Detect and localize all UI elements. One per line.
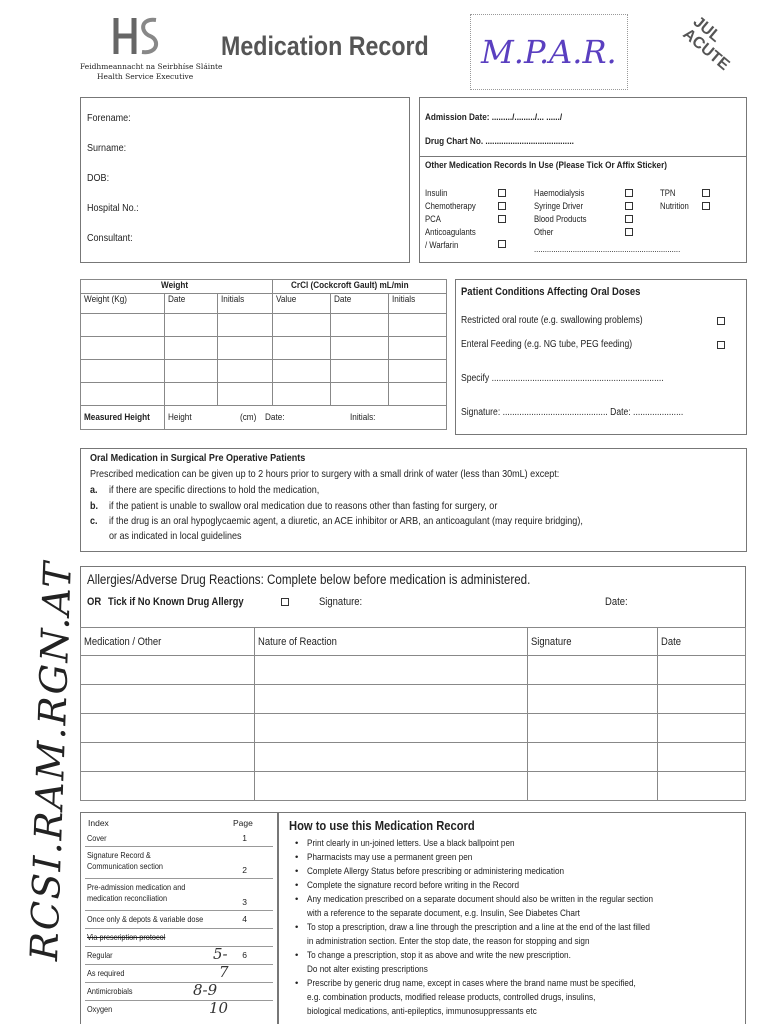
list-item: with a reference to the separate document, e.g. Insulin, See Diabetes Chart [307,908,580,919]
col-date: Date [658,628,746,656]
list-item[interactable]: As required 7 [85,965,273,983]
record-syringe-driver: Syringe Driver [534,201,584,211]
allergy-signature-field[interactable]: Signature: [319,596,363,608]
dob-field[interactable]: DOB: [87,172,110,184]
measured-height-label: Measured Height [81,406,165,430]
measured-height-row[interactable] [81,406,447,430]
table-row[interactable] [81,743,746,772]
list-item: • Print clearly in un-joined letters. Use a black ballpoint pen [295,837,709,851]
checkbox-syringe-driver[interactable] [625,202,633,210]
col-initials-2: Initials [389,294,447,314]
hse-logo-icon [110,14,165,58]
col-medication: Medication / Other [81,628,255,656]
cm-label: (cm) [239,412,256,423]
checkbox-enteral-feeding[interactable] [717,341,725,349]
record-chemotherapy: Chemotherapy [425,201,476,211]
record-insulin: Insulin [425,188,448,198]
list-item[interactable]: Antimicrobials 8-9 [85,983,273,1001]
col-signature: Signature [528,628,658,656]
list-item: e.g. combination products, modified release products, controlled drugs, insulins, [307,992,596,1003]
list-item: in administration section. Enter the stop date, the reason for stopping and sign [307,936,590,947]
admission-box [419,97,747,263]
table-row[interactable] [81,685,746,714]
record-anticoagulants: Anticoagulants [425,227,476,237]
preop-key-a: a. [90,484,98,496]
preop-last-line: or as indicated in local guidelines [109,530,242,542]
col-value: Value [272,294,330,314]
preop-title: Oral Medication in Surgical Pre Operative Patients [90,452,306,464]
handwritten-code: M.P.A.R. [481,33,617,71]
list-item: • Complete the signature record before writing in the Record [295,879,709,893]
list-item: biological medications, anti-epileptics, immunosuppressants etc [307,1006,537,1017]
checkbox-haemodialysis[interactable] [625,189,633,197]
allergy-table [80,627,746,801]
checkbox-no-known-allergy[interactable] [281,598,289,606]
record-other: Other [534,227,554,237]
hospital-no-field[interactable]: Hospital No.: [87,202,139,214]
record-pca: PCA [425,214,441,224]
enteral-feeding-label: Enteral Feeding (e.g. NG tube, PEG feeding) [461,339,633,350]
table-row[interactable] [81,383,447,406]
allergies-box [80,566,746,801]
handwritten-page-regular: 5- [213,945,228,963]
date-label: Date: [264,412,285,423]
record-tpn: TPN [660,188,676,198]
table-row[interactable] [81,360,447,383]
weight-header: Weight [81,280,273,294]
preop-intro: Prescribed medication can be given up to 2 hours prior to surgery with a small drink of water (less than 30mL) except: [90,468,560,480]
record-haemodialysis: Haemodialysis [534,188,585,198]
weight-crcl-table [80,279,447,430]
checkbox-nutrition[interactable] [702,202,710,210]
list-item: • Pharmacists may use a permanent green pen [295,851,709,865]
list-item[interactable]: Once only & depots & variable dose 4 [85,911,273,929]
table-row[interactable] [81,772,746,801]
patient-conditions-box [455,279,747,435]
list-item: • Complete Allergy Status before prescribing or administering medication [295,865,709,879]
admission-date-field[interactable]: Admission Date: ........./........./... ....../ [425,112,563,123]
preop-box [80,448,747,552]
handwritten-page-oxygen: 10 [209,999,229,1017]
checkbox-restricted-oral[interactable] [717,317,725,325]
form-code-box [470,14,628,90]
index-title: Index [88,818,109,828]
patient-details-box [80,97,410,263]
handwritten-page-antimicrobials: 8-9 [193,981,218,999]
allergy-date-field[interactable]: Date: [605,596,628,608]
record-blood-products: Blood Products [534,214,587,224]
checkbox-insulin[interactable] [498,189,506,197]
checkbox-pca[interactable] [498,215,506,223]
preop-key-b: b. [90,500,99,512]
allergies-title: Allergies/Adverse Drug Reactions: Complete below before medication is administered. [87,572,531,587]
logo-line-2: Health Service Executive [97,72,194,81]
list-item[interactable]: Oxygen 10 [87,999,229,1017]
table-row[interactable] [81,314,447,337]
col-weight: Weight (Kg) [81,294,165,314]
list-item[interactable]: Pre-admission medication and medication reconciliation 3 [85,879,273,911]
col-date-2: Date [330,294,388,314]
checkbox-chemotherapy[interactable] [498,202,506,210]
col-initials: Initials [217,294,272,314]
preop-item-c: if the drug is an oral hypoglycaemic agent, a diuretic, an ACE inhibitor or ARB, an anticoagulant (may require bridging), [109,515,583,527]
table-row[interactable] [81,337,447,360]
specify-field[interactable]: Specify ........................................................................ [461,373,664,384]
list-item: Do not alter existing prescriptions [307,964,428,975]
col-date: Date [164,294,217,314]
conditions-signature-field[interactable]: Signature: ............................................ Date: ..................... [461,407,684,418]
preop-key-c: c. [90,515,98,527]
forename-field[interactable]: Forename: [87,112,131,124]
page-title: Medication Record [221,31,429,61]
corner-stamp: JUL ACUTE [679,13,733,74]
other-records-title: Other Medication Records In Use (Please Tick Or Affix Sticker) [425,160,668,171]
list-item[interactable]: Via prescription protocol [85,929,273,947]
table-row[interactable] [81,714,746,743]
initials-label: Initials: [349,412,375,423]
hse-logo [80,14,223,84]
allergies-or: OR [87,596,102,608]
drug-chart-field[interactable]: Drug Chart No. ....................................... [425,136,574,147]
list-item: • Prescribe by generic drug name, except in cases where the brand name must be specified, [295,977,709,991]
col-nature-reaction: Nature of Reaction [254,628,528,656]
preop-item-a: if there are specific directions to hold the medication, [109,484,320,496]
list-item[interactable]: Cover 1 [85,831,273,847]
no-known-allergy-label: Tick if No Known Drug Allergy [108,596,244,608]
list-item: • To stop a prescription, draw a line through the prescription and a line at the end of the last filled [295,921,709,935]
howto-box [278,812,746,1024]
list-item: • Any medication prescribed on a separate document should also be written in the regular section [295,893,709,907]
height-label: Height [167,412,192,423]
checkbox-other[interactable] [625,228,633,236]
howto-list [295,837,709,1019]
handwritten-page-as-required: 7 [219,963,229,981]
record-nutrition: Nutrition [660,201,689,211]
surname-field[interactable]: Surname: [87,142,127,154]
table-row[interactable] [81,656,746,685]
divider [420,156,746,157]
preop-item-b: if the patient is unable to swallow oral medication due to reasons other than fasting for surgery, or [109,500,498,512]
list-item[interactable]: Regular 5- 6 [85,947,273,965]
checkbox-blood-products[interactable] [625,215,633,223]
consultant-field[interactable]: Consultant: [87,232,133,244]
index-page-header: Page [233,818,253,828]
logo-line-1: Feidhmeannacht na Seirbhíse Sláinte [80,62,223,71]
side-signature: RCSI.RAM.RGN.AT [22,559,80,962]
howto-title: How to use this Medication Record [289,818,475,833]
checkbox-tpn[interactable] [702,189,710,197]
conditions-title: Patient Conditions Affecting Oral Doses [461,286,641,298]
index-box [80,812,278,1024]
list-item: • To change a prescription, stop it as above and write the new prescription. [295,949,709,963]
checkbox-anticoagulants[interactable] [498,240,506,248]
list-item[interactable]: Signature Record & Communication section 2 [85,847,273,879]
record-warfarin: / Warfarin [425,240,459,250]
other-dots[interactable]: .................................................................... [534,244,681,254]
crcl-header: CrCl (Cockcroft Gault) mL/min [272,280,447,294]
restricted-oral-label: Restricted oral route (e.g. swallowing problems) [461,315,643,326]
